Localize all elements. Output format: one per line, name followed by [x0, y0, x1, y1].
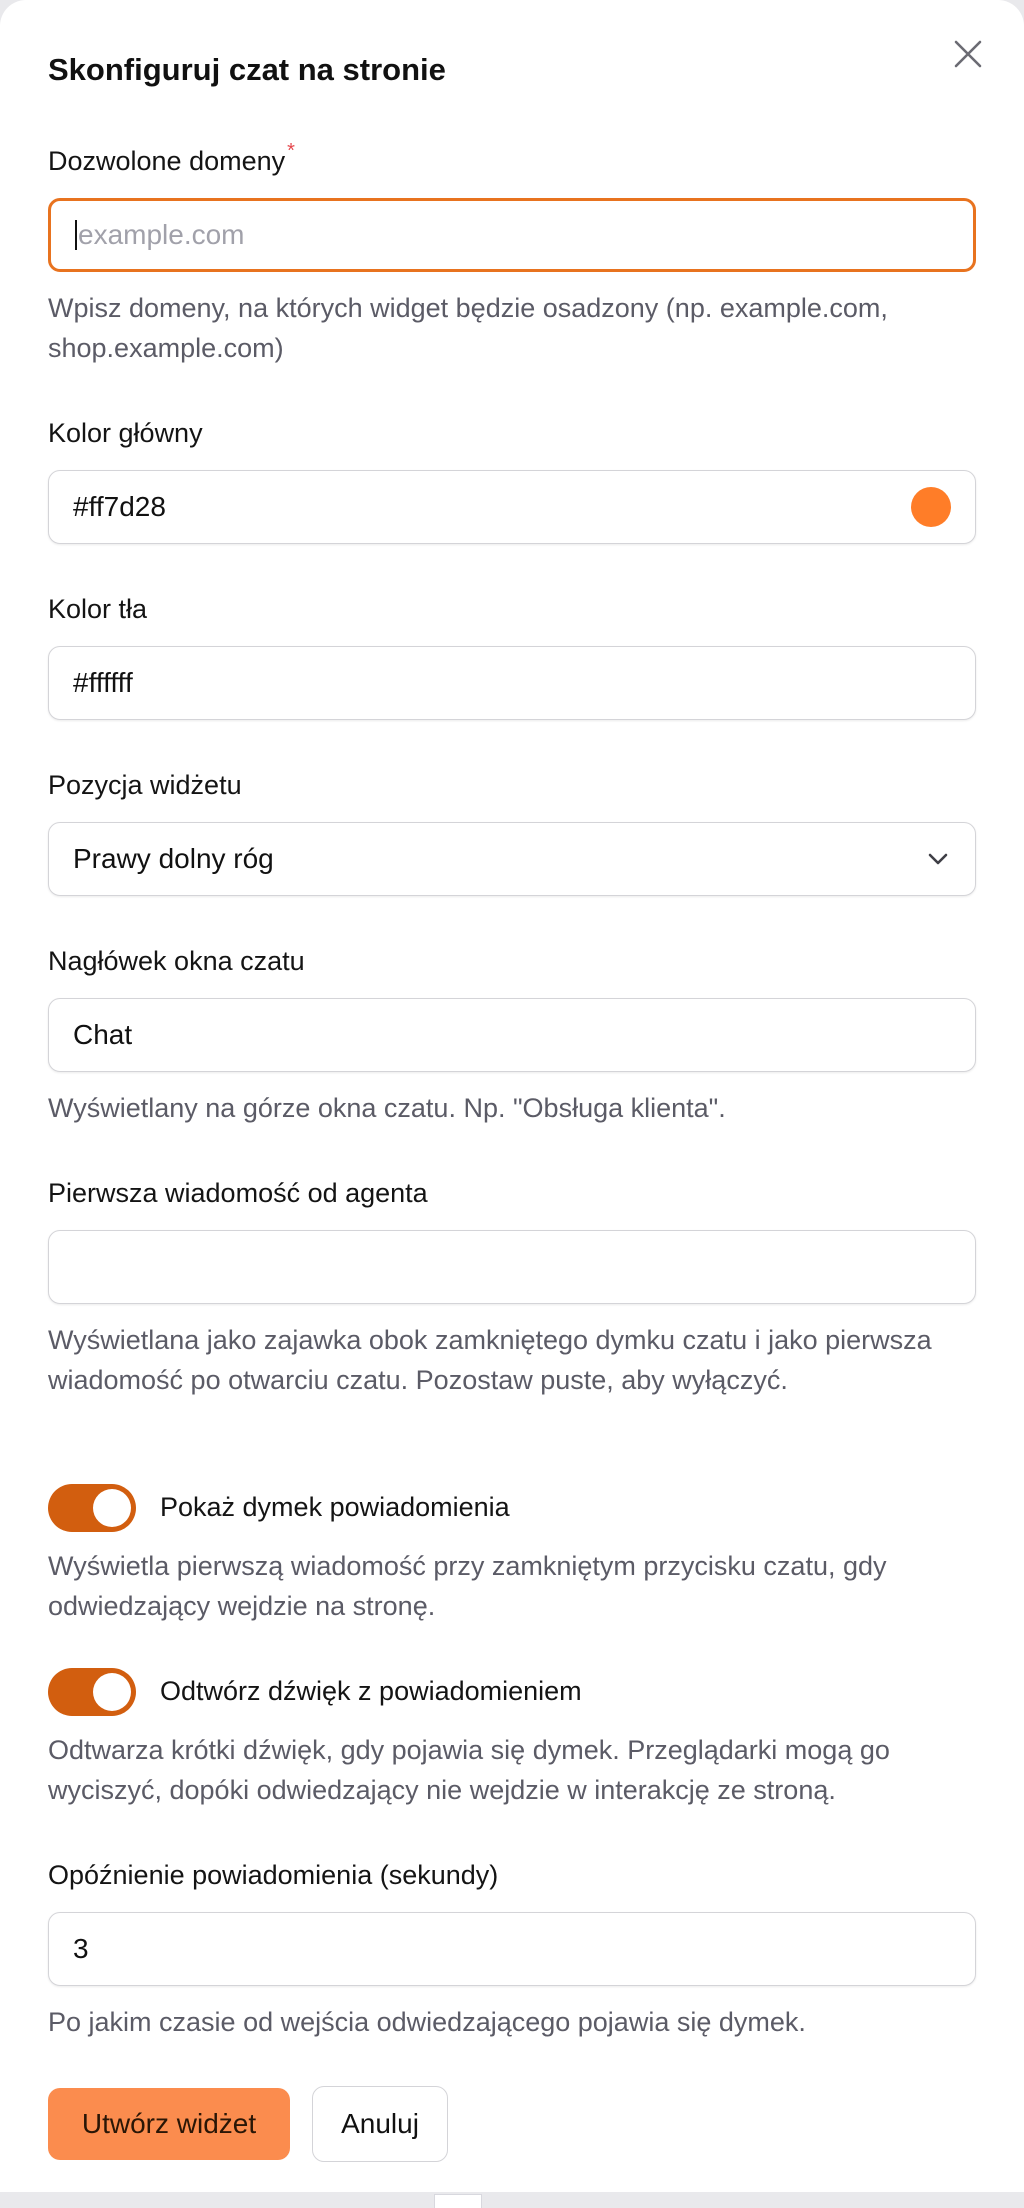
chat-header-input[interactable]: [48, 998, 976, 1072]
create-widget-button[interactable]: Utwórz widżet: [48, 2088, 290, 2160]
toggle-knob: [93, 1673, 131, 1711]
primary-color-swatch[interactable]: [911, 487, 951, 527]
delay-input[interactable]: [48, 1912, 976, 1986]
delay-value: 3: [73, 1933, 89, 1964]
cancel-button[interactable]: Anuluj: [312, 2086, 448, 2162]
domains-placeholder: example.com: [78, 219, 245, 250]
required-asterisk: *: [287, 140, 295, 162]
domains-label-text: Dozwolone domeny: [48, 146, 286, 176]
scroll-handle: [434, 2194, 482, 2208]
background-color-label: Kolor tła: [48, 594, 148, 624]
show-bubble-help: Wyświetla pierwszą wiadomość przy zamkniętym przycisku czatu, gdy odwiedzający wejdzie na stronę.: [48, 1551, 887, 1621]
show-bubble-label: Pokaż dymek powiadomienia: [160, 1492, 510, 1522]
text-caret: [75, 220, 77, 250]
domains-label: [48, 140, 295, 177]
background-color-input[interactable]: [48, 646, 976, 720]
close-icon: [953, 39, 983, 69]
first-message-label: Pierwsza wiadomość od agenta: [48, 1178, 428, 1208]
chevron-down-icon: [927, 849, 949, 869]
first-message-help: Wyświetlana jako zajawka obok zamkniętego dymku czatu i jako pierwsza wiadomość po otwarciu czatu. Pozostaw puste, aby wyłączyć.: [48, 1325, 932, 1395]
delay-label: Opóźnienie powiadomienia (sekundy): [48, 1860, 499, 1890]
primary-color-input[interactable]: [48, 470, 976, 544]
delay-help: Po jakim czasie od wejścia odwiedzającego pojawia się dymek.: [48, 2007, 806, 2037]
toggle-knob: [93, 1489, 131, 1527]
position-select[interactable]: [48, 822, 976, 896]
primary-color-value: #ff7d28: [73, 491, 166, 522]
position-label: Pozycja widżetu: [48, 770, 242, 800]
primary-color-label: Kolor główny: [48, 418, 203, 448]
chat-header-help: Wyświetlany na górze okna czatu. Np. "Obsługa klienta".: [48, 1093, 726, 1123]
domains-help: Wpisz domeny, na których widget będzie osadzony (np. example.com, shop.example.com): [48, 293, 888, 363]
modal-title: Skonfiguruj czat na stronie: [48, 52, 446, 87]
chat-header-value: Chat: [73, 1019, 133, 1050]
position-selected-value: Prawy dolny róg: [73, 843, 274, 874]
play-sound-label: Odtwórz dźwięk z powiadomieniem: [160, 1676, 582, 1706]
close-button[interactable]: [946, 32, 990, 76]
play-sound-help: Odtwarza krótki dźwięk, gdy pojawia się dymek. Przeglądarki mogą go wyciszyć, dopóki odwiedzający nie wejdzie w interakcję ze stroną.: [48, 1735, 890, 1805]
play-sound-toggle[interactable]: [48, 1668, 136, 1716]
first-message-input[interactable]: [48, 1230, 976, 1304]
domains-input[interactable]: [48, 198, 976, 272]
chat-header-label: Nagłówek okna czatu: [48, 946, 305, 976]
background-color-value: #ffffff: [73, 667, 133, 698]
show-bubble-toggle[interactable]: [48, 1484, 136, 1532]
